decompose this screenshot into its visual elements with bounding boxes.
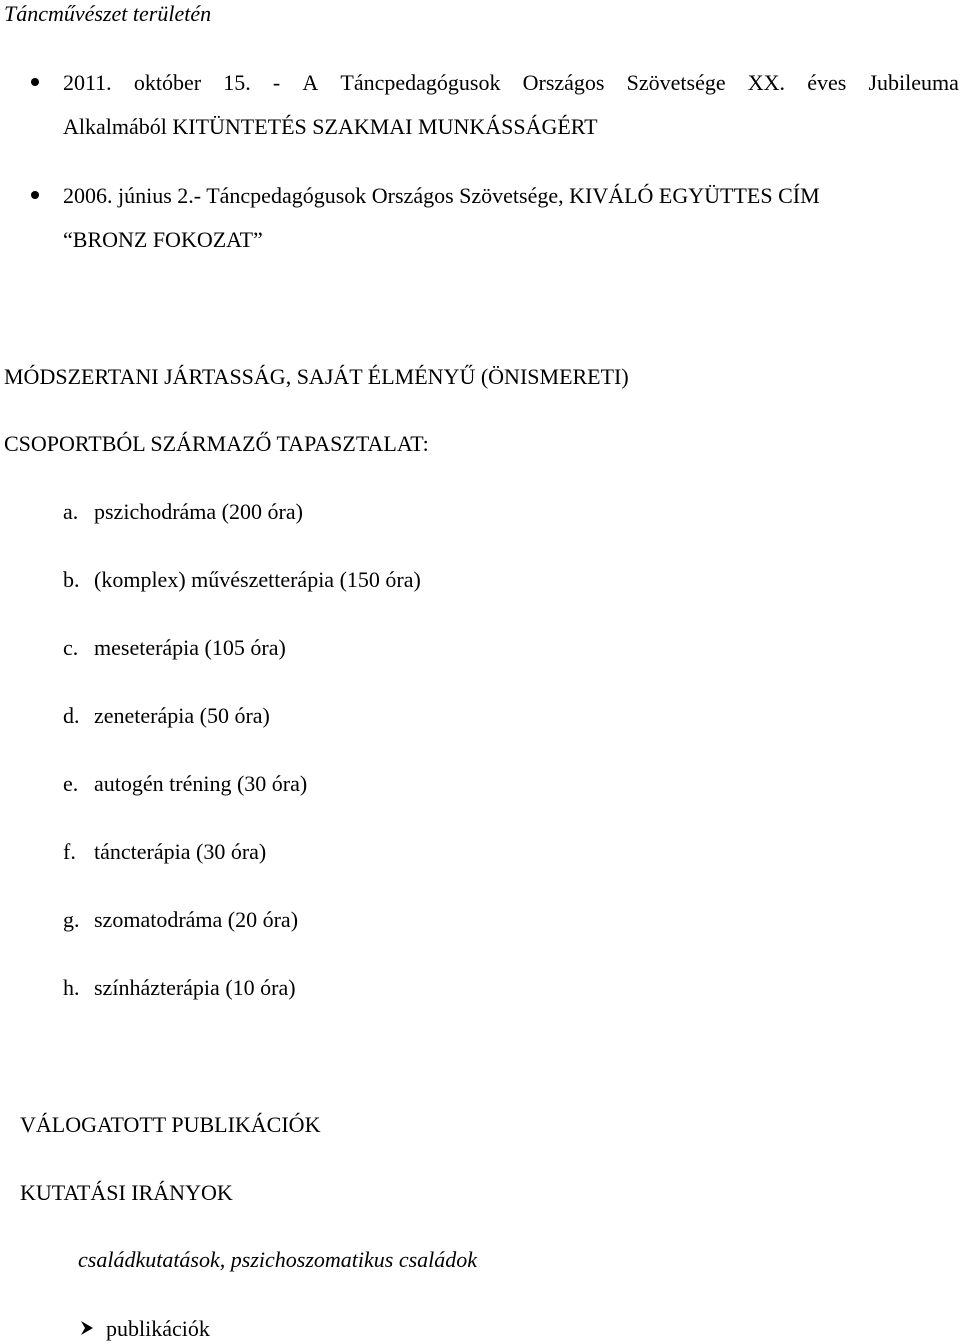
- list-item-letter: h.: [63, 975, 80, 1000]
- list-item: (komplex) művészetterápia (150 óra): [94, 567, 421, 592]
- award-1-line-1: 2011. október 15. - A Táncpedagógusok Országos Szövetsége XX. éves Jubileuma: [63, 70, 959, 95]
- award-2-line-1: 2006. június 2.- Táncpedagógusok Országos Szövetsége, KIVÁLÓ EGYÜTTES CÍM: [63, 183, 820, 208]
- list-item: zeneterápia (50 óra): [94, 703, 270, 728]
- list-item-letter: d.: [63, 703, 80, 728]
- list-item: autogén tréning (30 óra): [94, 771, 308, 796]
- award-1-line-2: Alkalmából KITÜNTETÉS SZAKMAI MUNKÁSSÁGÉRT: [63, 114, 598, 139]
- list-item-letter: c.: [63, 635, 79, 660]
- award-2-line-2: “BRONZ FOKOZAT”: [63, 227, 263, 252]
- arrow-bullet-icon: [79, 1320, 95, 1336]
- list-item: pszichodráma (200 óra): [94, 499, 303, 524]
- research-heading: KUTATÁSI IRÁNYOK: [20, 1180, 233, 1205]
- list-item-letter: f.: [63, 839, 76, 864]
- experience-heading-line-2: CSOPORTBÓL SZÁRMAZŐ TAPASZTALAT:: [4, 431, 429, 456]
- list-item: táncterápia (30 óra): [94, 839, 267, 864]
- research-topic: családkutatások, pszichoszomatikus családok: [78, 1247, 478, 1272]
- list-item: meseterápia (105 óra): [94, 635, 286, 660]
- list-item-letter: b.: [63, 567, 80, 592]
- list-item: szomatodráma (20 óra): [94, 907, 299, 932]
- list-item-letter: g.: [63, 907, 80, 932]
- list-item: színházterápia (10 óra): [94, 975, 296, 1000]
- experience-heading-line-1: MÓDSZERTANI JÁRTASSÁG, SAJÁT ÉLMÉNYŰ (ÖNISMERETI): [4, 364, 629, 389]
- publications-item: publikációk: [106, 1316, 210, 1341]
- bullet-icon: [31, 78, 39, 86]
- publications-heading: VÁLOGATOTT PUBLIKÁCIÓK: [20, 1112, 321, 1137]
- list-item-letter: e.: [63, 771, 79, 796]
- section-title: Táncművészet területén: [4, 1, 212, 26]
- list-item-letter: a.: [63, 499, 79, 524]
- bullet-icon: [31, 191, 39, 199]
